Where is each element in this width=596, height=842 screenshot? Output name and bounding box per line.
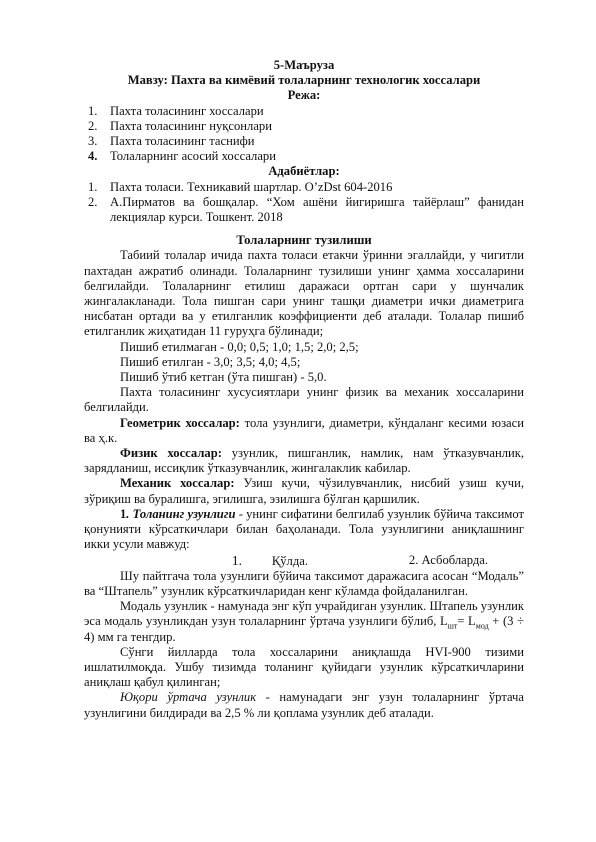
maturity-line-immature: Пишиб етилмаган - 0,0; 0,5; 1,0; 1,5; 2,0; 2,5; — [120, 339, 359, 354]
plan-list — [84, 104, 524, 165]
modal-text-a: Модаль узунлик - намунада энг кўп учрайдиган узунлик. Штапель узунлик эса модаль узунликдан узун толаларнинг ўртача узунлиги бўлиб, L — [84, 599, 524, 629]
literature-item-number: 1. — [88, 179, 98, 194]
plan-item-text: Пахта толасининг хоссалари — [110, 103, 264, 118]
maturity-line-mature: Пишиб етилган - 3,0; 3,5; 4,0; 4,5; — [120, 354, 301, 369]
plan-item-number: 1. — [88, 103, 98, 118]
length-methods — [84, 553, 524, 569]
method-manual — [84, 553, 308, 569]
paragraph-intro: Табиий толалар ичида пахта толаси етакчи ўринни эгаллайди, у чигитли пахтадан ажратиб олинади. Толаларнинг тузилиши унинг ҳамма хоссаларини белгилайди. Толаларнинг етилиш даражаси ортган сари у шунчалик жингалакланади. Тола пишган сари унинг ташқи диаметри ички диаметрига нисбатан ортади ва у етилганлик коэффициенти деб аталади. Толалар пишиб етилганлик жиҳатидан 11 гуруҳга бўлинади; — [84, 248, 524, 339]
literature-title: Адабиётлар: — [268, 164, 340, 179]
plan-item-text: Пахта толасининг нуқсонлари — [110, 118, 272, 133]
literature-item-text: А.Пирматов ва бошқалар. “Хом ашёни йигиришга тайёрлаш” фанидан лекциялар курси. Тошкент. 2018 — [110, 194, 524, 225]
paragraph-upper-mean — [84, 690, 524, 720]
paragraph-physical — [84, 446, 524, 476]
mechanical-text: Узиш кучи, чўзилувчанлик, нисбий узиш кучи, зўриқиш ва буралишга, эгилишга, эзилишга бўлган қаршилик. — [84, 476, 524, 506]
geometric-label: Геометрик хоссалар: — [120, 415, 240, 430]
modal-subscript: мод — [475, 621, 489, 631]
physical-text: узунлик, пишганлик, намлик, нам ўтказувчанлик, зарядланиш, иссиқлик ўтказувчанлик, жингалаклик кабилар. — [84, 446, 524, 476]
method-instrument: 2. Асбобларда. — [408, 552, 488, 567]
maturity-line-overripe: Пишиб ўтиб кетган (ўта пишган) - 5,0. — [120, 370, 327, 385]
lecture-topic: Мавзу: Пахта ва кимёвий толаларнинг технологик хоссалари — [127, 73, 481, 88]
literature-item-text: Пахта толаси. Техникавий шартлар. O’zDst 604-2016 — [110, 179, 393, 194]
plan-item-number: 2. — [88, 118, 98, 133]
method-manual-text: Қўлда. — [271, 553, 308, 568]
paragraph-mechanical — [84, 476, 524, 506]
paragraph-modal-staple: Шу пайтгача тола узунлиги бўйича таксимот даражасига асосан “Модаль” ва “Штапель” узунлик кўрсаткичларидан кенг кўламда фойдаланилган. — [84, 568, 524, 598]
plan-item — [84, 149, 524, 164]
plan-item — [84, 119, 524, 134]
lecture-number: 5-Маъруза — [273, 58, 335, 72]
upper-mean-text: - намунадаги энг узун толаларнинг ўртача узунлигини билдиради ва 2,5 % ли қоплама узунлик деб аталади. — [84, 690, 524, 720]
plan-item-number: 3. — [88, 134, 98, 149]
staple-subscript: шт — [447, 621, 458, 631]
length-number: 1 — [120, 506, 127, 521]
length-label: . Толанинг узунлиги — [126, 506, 236, 521]
upper-mean-label: Юқори ўртача узунлик — [120, 690, 257, 705]
literature-list — [84, 180, 524, 226]
paragraph-properties: Пахта толасининг хусусиятлари унинг физик ва механик хоссаларини белгилайди. — [84, 385, 524, 415]
plan-title: Режа: — [287, 88, 321, 103]
modal-text-b: = L — [457, 614, 476, 629]
plan-item-text: Пахта толасининг таснифи — [110, 134, 255, 149]
paragraph-hvi: Сўнги йилларда тола хоссаларини аниқлашда HVI-900 тизими ишлатилмоқда. Ушбу тизимда толанинг қуйидаги узунлик кўрсаткичларини аниқлаш қабул қилинган; — [84, 644, 524, 690]
section-title: Толаларнинг тузилиши — [236, 233, 372, 248]
modal-text-c: + (3 ÷ 4) мм га тенгдир. — [84, 614, 524, 644]
length-text: - унинг сифатини белгилаб узунлик бўйича таксимот қонунияти кўрсаткичлари билан баҳоланади. Тола узунлигини аниқлашнинг икки усули мавжуд: — [84, 506, 524, 552]
plan-item — [84, 134, 524, 149]
method-manual-number: 1. — [231, 552, 242, 568]
geometric-text: тола узунлиги, диаметри, кўндаланг кесими юзаси ва ҳ.к. — [84, 415, 524, 445]
mechanical-label: Механик хоссалар: — [120, 476, 235, 491]
paragraph-geometric — [84, 416, 524, 446]
plan-item-text: Толаларнинг асосий хоссалари — [110, 149, 276, 164]
literature-item — [84, 180, 524, 195]
paragraph-length — [84, 507, 524, 553]
literature-item-number: 2. — [88, 194, 98, 209]
physical-label: Физик хоссалар: — [120, 446, 222, 461]
paragraph-modal-definition — [84, 599, 524, 645]
plan-item — [84, 104, 524, 119]
literature-item — [84, 195, 524, 225]
plan-item-number: 4. — [88, 149, 98, 164]
